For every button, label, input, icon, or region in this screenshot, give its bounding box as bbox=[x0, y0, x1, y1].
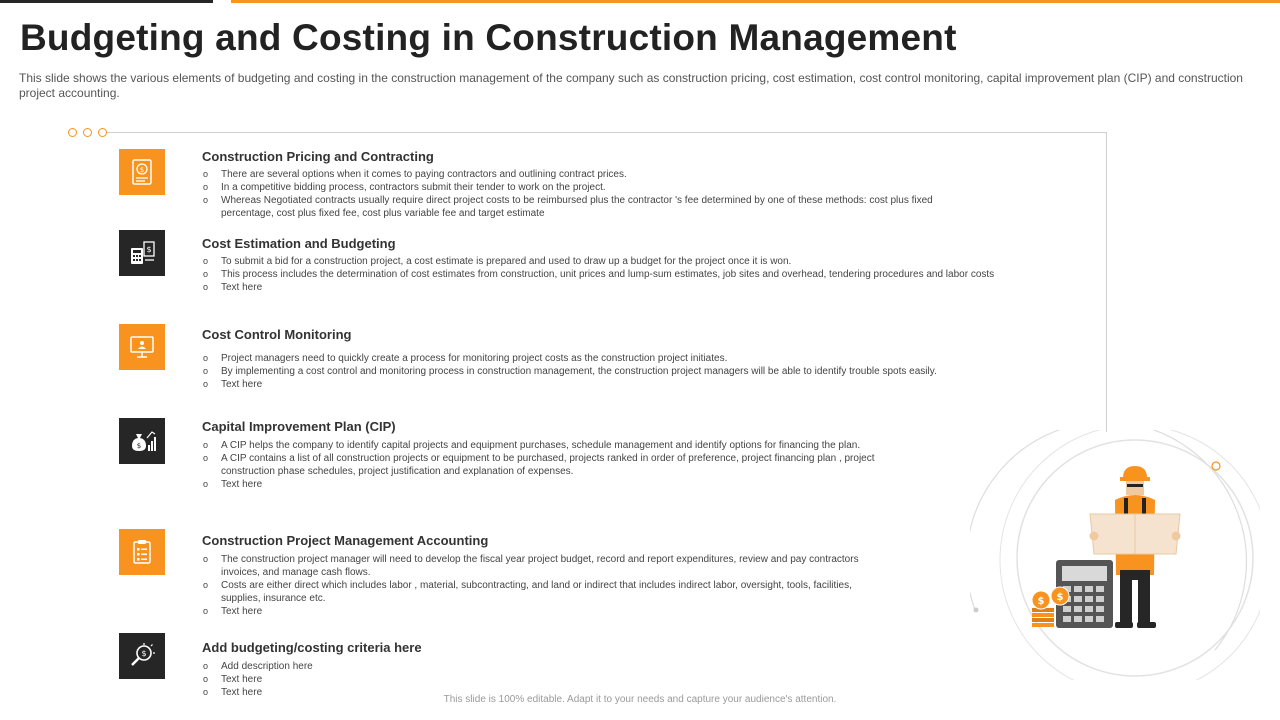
svg-text:$: $ bbox=[1056, 592, 1064, 603]
footer-note: This slide is 100% editable. Adapt it to your needs and capture your audience's attention. bbox=[443, 694, 837, 705]
list-item: o Whereas Negotiated contracts usually require direct project costs to be reimbursed plus the contractor 's fee determined by one of these methods: cost plus fixed percentage, cost plus fixed fee, cost plus variable fee and target estimate bbox=[203, 194, 973, 220]
list-item: o Costs are either direct which includes labor , material, subcontracting, and land or indirect that includes indirect labor, oversight, tools, facilities, supplies, insurance etc. bbox=[203, 579, 863, 605]
list-item: o Text here bbox=[203, 673, 603, 686]
svg-text:$: $ bbox=[141, 649, 147, 658]
list-item: o Project managers need to quickly create a process for monitoring project costs as the construction project initiates. bbox=[203, 352, 1013, 365]
top-bar-orange bbox=[231, 0, 1280, 3]
construction-worker-illustration bbox=[970, 430, 1260, 680]
item-heading: Capital Improvement Plan (CIP) bbox=[202, 419, 396, 434]
calculator-dollar-icon bbox=[119, 230, 165, 276]
dot-icon bbox=[83, 128, 92, 137]
dot-icon bbox=[68, 128, 77, 137]
item-bullets bbox=[203, 255, 1013, 294]
item-bullets bbox=[203, 439, 893, 491]
svg-text:$: $ bbox=[139, 166, 145, 174]
list-item: o By implementing a cost control and monitoring process in construction management, the construction project managers will be able to identify trouble spots easily. bbox=[203, 365, 1013, 378]
dot-icon bbox=[98, 128, 107, 137]
dot-icon bbox=[974, 608, 979, 613]
item-heading: Construction Project Management Accounting bbox=[202, 533, 489, 548]
list-item: o Text here bbox=[203, 281, 1013, 294]
item-heading: Construction Pricing and Contracting bbox=[202, 149, 434, 164]
pricing-document-icon bbox=[119, 149, 165, 195]
item-bullets bbox=[203, 168, 973, 220]
page-title: Budgeting and Costing in Construction Management bbox=[20, 17, 957, 58]
svg-text:$: $ bbox=[1037, 596, 1045, 607]
page-subtitle: This slide shows the various elements of budgeting and costing in the construction management of the company such as construction pricing, cost estimation, cost control monitoring, capital improvement plan (CIP) and construction project accounting. bbox=[19, 71, 1243, 100]
list-item: o In a competitive bidding process, contractors submit their tender to work on the project. bbox=[203, 181, 973, 194]
svg-text:$: $ bbox=[146, 245, 152, 254]
item-heading: Cost Estimation and Budgeting bbox=[202, 236, 396, 251]
list-item: o Text here bbox=[203, 686, 603, 699]
top-bar-dark bbox=[0, 0, 213, 3]
money-bag-growth-icon bbox=[119, 418, 165, 464]
svg-text:$: $ bbox=[136, 442, 142, 450]
list-item: o Text here bbox=[203, 378, 1013, 391]
dot-icon bbox=[1212, 462, 1220, 470]
list-item: o Add description here bbox=[203, 660, 603, 673]
list-item: o A CIP contains a list of all construction projects or equipment to be purchased, projects ranked in order of preference, project financing plan , project construction phase schedules, project justification and explanation of expenses. bbox=[203, 452, 893, 478]
list-item: o A CIP helps the company to identify capital projects and equipment purchases, schedule management and identify options for financing the plan. bbox=[203, 439, 893, 452]
decorative-dots bbox=[68, 128, 107, 137]
item-bullets bbox=[203, 352, 1013, 391]
list-item: o This process includes the determination of cost estimates from construction, unit prices and lump-sum estimates, job sites and overhead, tendering procedures and labor costs bbox=[203, 268, 1013, 281]
list-item: o Text here bbox=[203, 605, 863, 618]
item-heading: Add budgeting/costing criteria here bbox=[202, 640, 422, 655]
item-bullets bbox=[203, 553, 863, 618]
list-item: o There are several options when it comes to paying contractors and outlining contract prices. bbox=[203, 168, 973, 181]
item-heading: Cost Control Monitoring bbox=[202, 327, 352, 342]
list-item: o The construction project manager will need to develop the fiscal year project budget, record and report expenditures, review and pay contractors invoices, and manage cash flows. bbox=[203, 553, 863, 579]
list-item: o To submit a bid for a construction project, a cost estimate is prepared and used to draw up a budget for the project once it is won. bbox=[203, 255, 1013, 268]
clipboard-checklist-icon bbox=[119, 529, 165, 575]
monitor-presentation-icon bbox=[119, 324, 165, 370]
magnifier-dollar-icon bbox=[119, 633, 165, 679]
list-item: o Text here bbox=[203, 478, 893, 491]
